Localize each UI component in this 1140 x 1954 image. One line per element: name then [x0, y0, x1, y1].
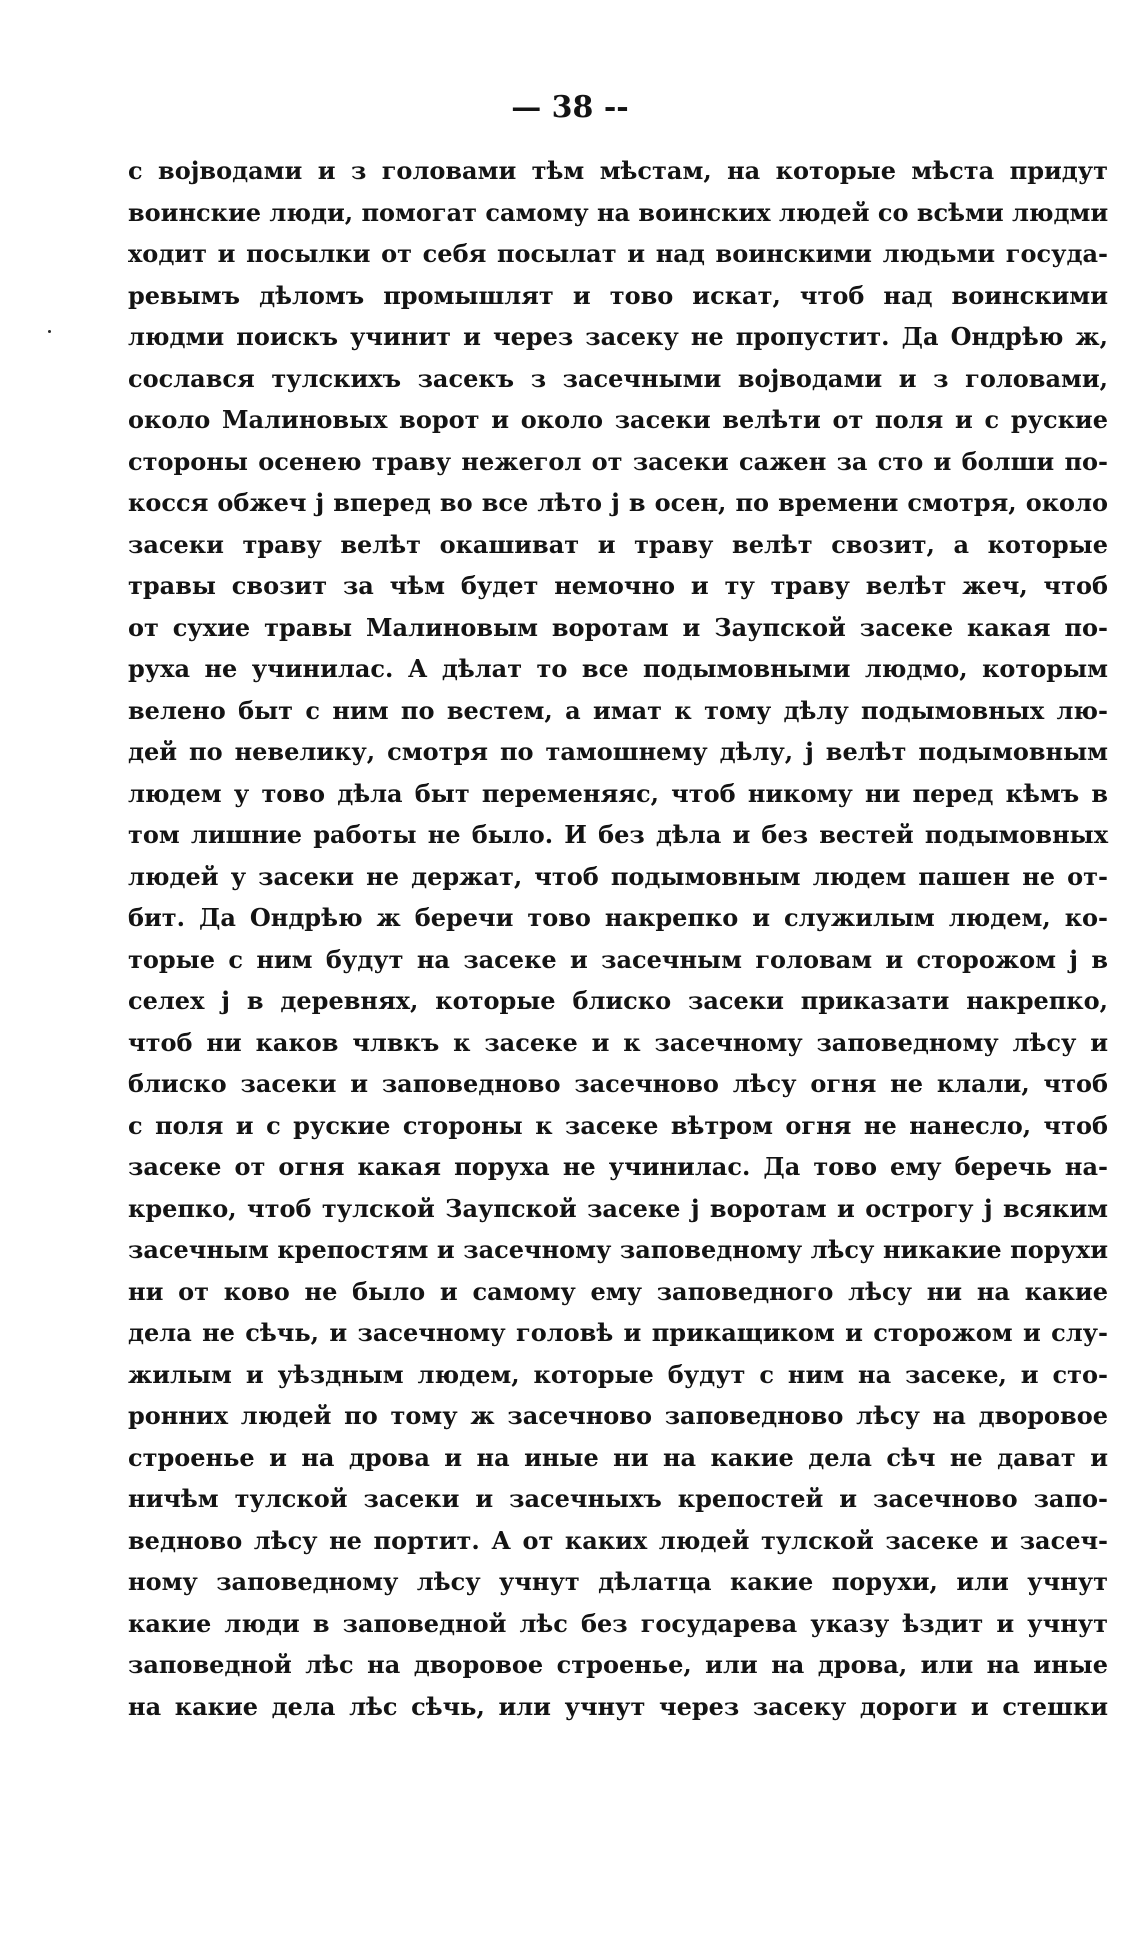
text-line: засеки траву велѣт окашиват и траву велѣт свозит, а которые — [128, 529, 1108, 559]
text-line: людем у тово дѣла быт переменяяс, чтоб никому ни перед кѣмъ в — [128, 778, 1108, 808]
text-line: ничѣм тулской засеки и засечныхъ крепостей и засечново запо- — [128, 1484, 1108, 1513]
text-line: ронних людей по тому ж засечново заповедново лѣсу на дворовое — [128, 1401, 1108, 1430]
text-line: дей по невелику, смотря по тамошнему дѣлу, ј велѣт подымовным — [128, 737, 1108, 766]
text-line: воинские люди, помогат самому на воинских людей со всѣми людми — [128, 197, 1109, 227]
text-line: с поля и с руские стороны к засеке вѣтром огня не нанесло, чтоб — [128, 1110, 1108, 1140]
text-line: ному заповедному лѣсу учнут дѣлатца какие порухи, или учнут — [128, 1567, 1108, 1596]
text-line: засеке от огня какая поруха не учинилас. Да тово ему беречь на- — [128, 1152, 1108, 1181]
text-line: от сухие травы Малиновым воротам и Заупской засеке какая по- — [128, 612, 1108, 642]
ink-speck — [48, 330, 51, 333]
text-line: крепко, чтоб тулской Заупской засеке ј воротам и острогу ј всяким — [128, 1193, 1108, 1223]
text-line: ни от ково не было и самому ему заповедного лѣсу ни на какие — [128, 1276, 1108, 1306]
text-line: ходит и посылки от себя посылат и над воинскими людьми госуда- — [128, 239, 1108, 268]
text-line: бит. Да Ондрѣю ж беречи тово накрепко и служилым людем, ко- — [128, 903, 1108, 932]
text-line: блиско засеки и заповедново засечново лѣсу огня не клали, чтоб — [128, 1069, 1108, 1098]
text-line: ревымъ дѣломъ промышлят и тово искат, чтоб над воинскими — [128, 280, 1108, 310]
text-line: велено быт с ним по вестем, а имат к тому дѣлу подымовных лю- — [128, 695, 1108, 725]
text-line: на какие дела лѣс сѣчь, или учнут через засеку дороги и стешки — [128, 1691, 1108, 1721]
page-number: — 38 -- — [511, 90, 629, 125]
text-line: людми поискъ учинит и через засеку не пропустит. Да Ондрѣю ж, — [128, 322, 1108, 351]
text-line: торые с ним будут на засеке и засечным головам и сторожом ј в — [128, 944, 1108, 974]
text-line: какие люди в заповедной лѣс без государева указу ѣздит и учнут — [128, 1608, 1108, 1638]
text-line: руха не учинилас. А дѣлат то все подымовными людмо, которым — [128, 654, 1108, 683]
text-line: заповедной лѣс на дворовое строенье, или на дрова, или на иные — [128, 1650, 1108, 1679]
text-line: том лишние работы не было. И без дѣла и без вестей подымовных — [128, 820, 1108, 849]
text-line: чтоб ни каков члвкъ к засеке и к засечному заповедному лѣсу и — [128, 1027, 1108, 1057]
text-line: ведново лѣсу не портит. А от каких людей тулской засеке и засеч- — [128, 1525, 1108, 1555]
text-line: дела не сѣчь, и засечному головѣ и прикащиком и сторожом и слу- — [128, 1318, 1108, 1347]
text-line: людей у засеки не держат, чтоб подымовным людем пашен не от- — [128, 861, 1108, 891]
text-line: около Малиновых ворот и около засеки велѣти от поля и с руские — [128, 405, 1108, 434]
text-line: травы свозит за чѣм будет немочно и ту траву велѣт жеч, чтоб — [128, 571, 1108, 600]
text-line: селех ј в деревнях, которые блиско засеки приказати накрепко, — [128, 986, 1108, 1015]
body-text — [128, 150, 1108, 1727]
text-line: стороны осенею траву нежегол от засеки сажен за сто и болши по- — [128, 446, 1108, 476]
text-line: строенье и на дрова и на иные ни на какие дела сѣч не дават и — [128, 1442, 1108, 1472]
text-line: жилым и уѣздным людем, которые будут с ним на засеке, и сто- — [128, 1359, 1108, 1389]
text-line: с војводами и з головами тѣм мѣстам, на которые мѣста придут — [128, 156, 1108, 185]
text-line: засечным крепостям и засечному заповедному лѣсу никакие порухи — [128, 1235, 1108, 1264]
text-line: сослався тулскихъ засекъ з засечными војводами и з головами, — [128, 363, 1108, 393]
text-line: косся обжеч ј вперед во все лѣто ј в осен, по времени смотря, около — [128, 488, 1108, 517]
